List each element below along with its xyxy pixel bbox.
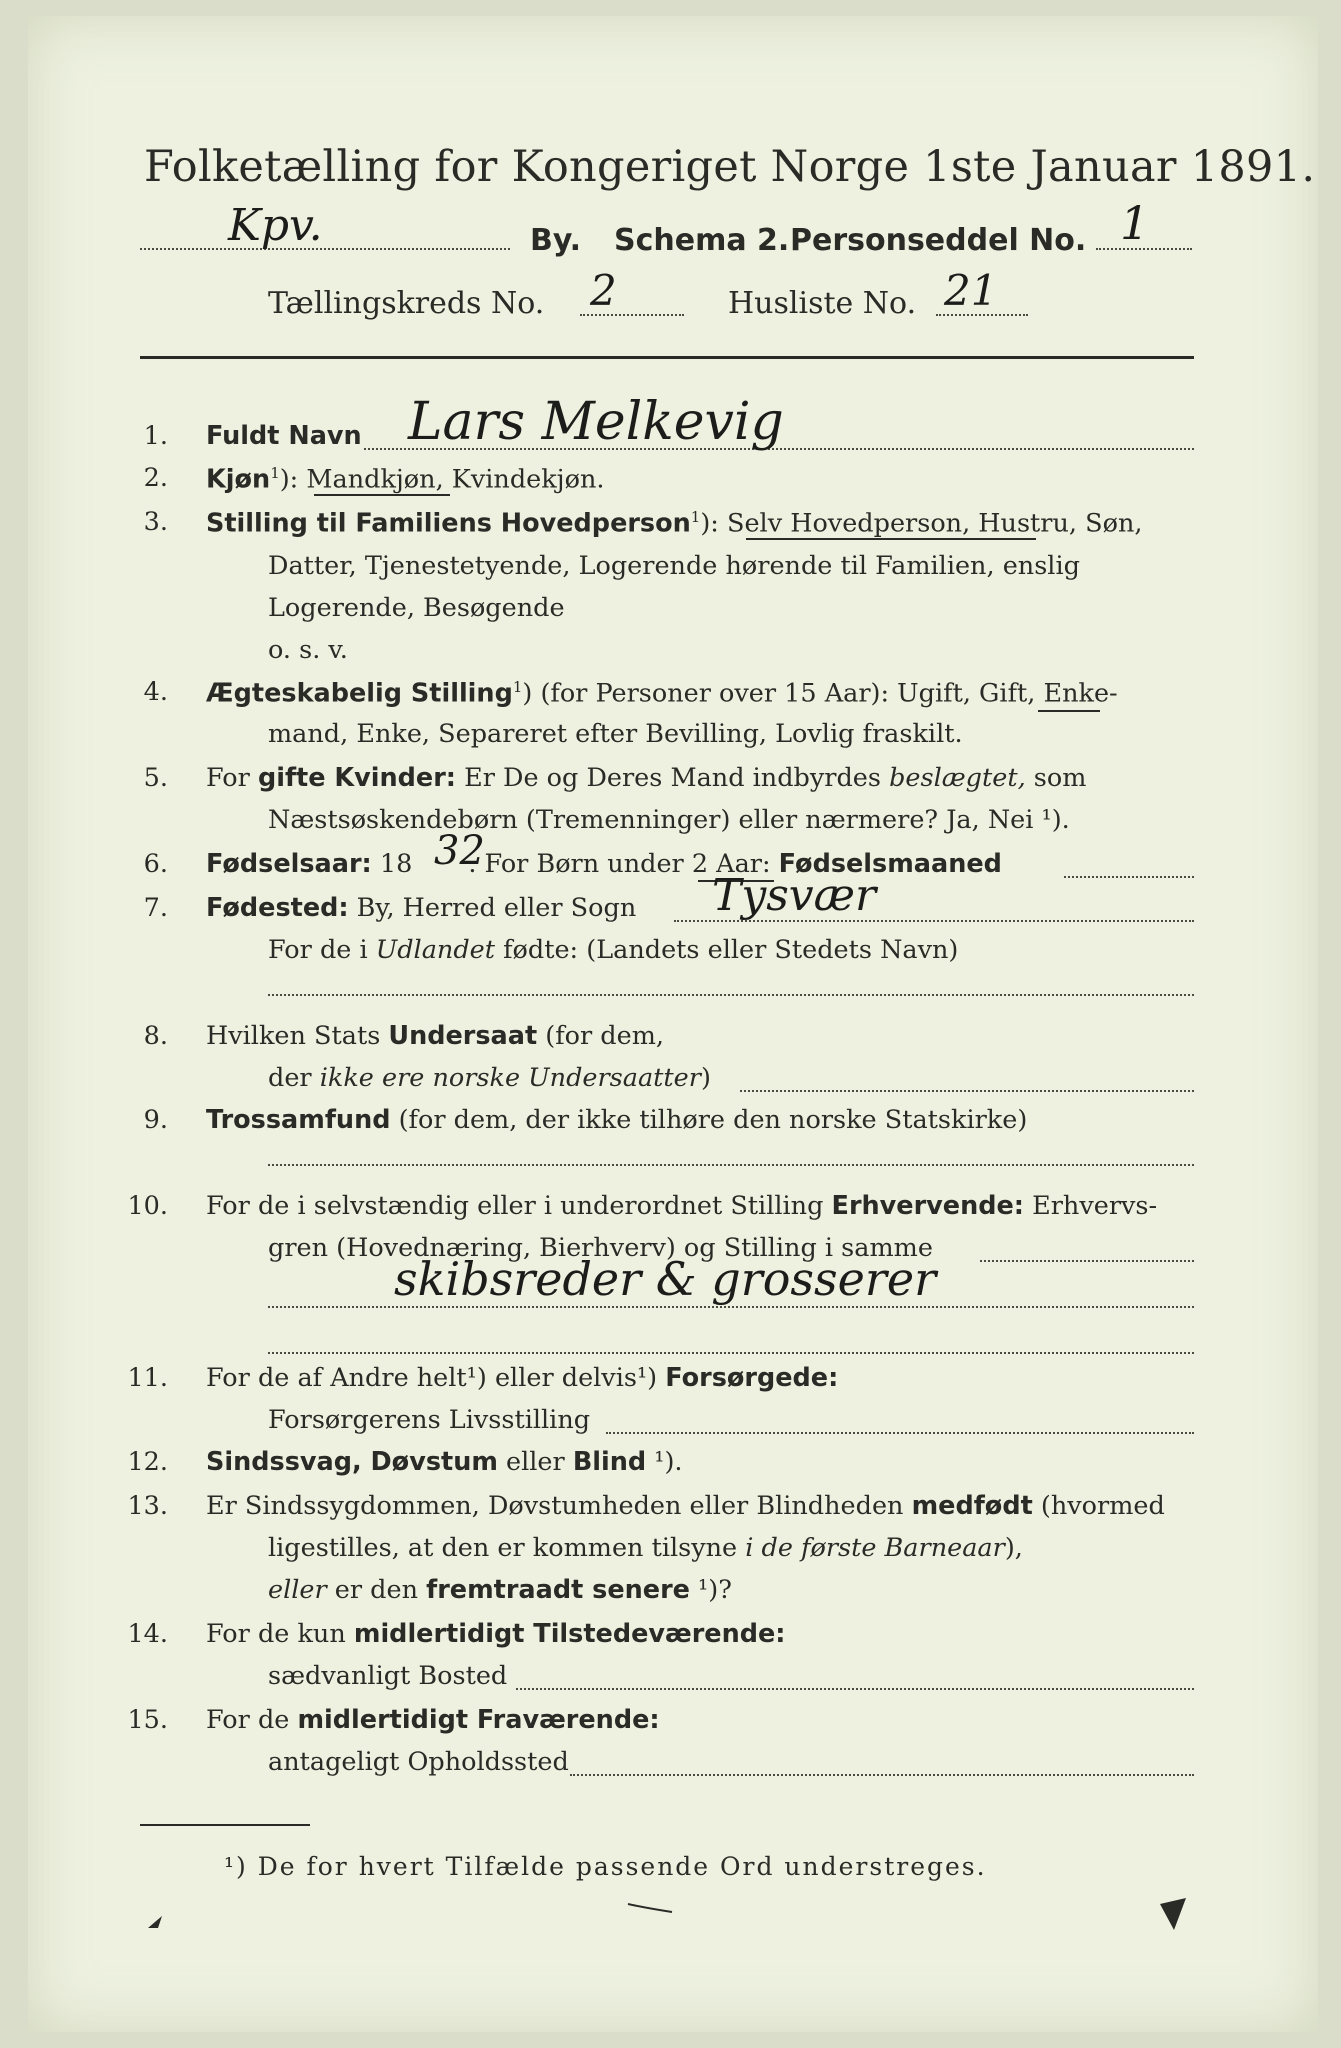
form-title: Folketælling for Kongeriget Norge 1ste Januar 1891.	[144, 142, 1316, 192]
item-11-line2: Forsørgerens Livsstilling	[268, 1405, 591, 1435]
item-10-text: For de i selvstændig eller i underordnet Stilling Erhvervende: Erhvervs-	[206, 1191, 1158, 1221]
place-answer: Kpv.	[228, 200, 323, 251]
personseddel-label: Personseddel No.	[790, 223, 1087, 258]
kreds-dotted-line	[580, 314, 684, 316]
kreds-no: 2	[590, 266, 617, 315]
occupation-answer: skibsreder & grosserer	[394, 1252, 937, 1306]
item-14-text: For de kun midlertidigt Tilstedeværende:	[206, 1619, 786, 1649]
selv-hovedperson-underline	[746, 538, 1036, 540]
item-10-line2: gren (Hovednæring, Bierhverv) og Stilling i samme	[268, 1233, 933, 1263]
footnote: ¹) De for hvert Tilfælde passende Ord understreges.	[224, 1852, 987, 1881]
husliste-no: 21	[944, 266, 998, 315]
census-form: Folketælling for Kongeriget Norge 1ste Januar 1891. Kpv. By. Schema 2. Personseddel No. 1 Tællingskreds No. 2 Husliste No. 21 1. Fuldt Navn Lars Melkevig 2. Kjøn$^1$): Mandkjøn, Kvindekjøn. 3. Stilling til Familiens Hovedperson$^1$): Selv Hovedperson, Hustru, Søn, Datter, Tjenestetyende, Logerende hørende til Familien, enslig Logerende, Besøgende o. s. v. 4. Ægteskabelig Stilling$^1$) (for Personer over 15 Aar): Ugift, Gift, Enke- mand, Enke, Separeret efter Bevilling, Lovlig fraskilt. 5. For gifte Kvinder: Er De og Deres Mand indbyrdes beslægtet, som Næstsøskendebørn (Tremenninger) eller nærmere? Ja, Nei ¹). 6. Fødselsaar: 18 . For Børn under 2 Aar: Fødselsmaaned 32 7. Fødested: By, Herred eller Sogn Tysvær For de i Udlandet fødte: (Landets eller Stedets Navn) 8. Hvilken Stats Undersaat (for dem, der ikke ere norske Undersaatter) 9. Trossamfund (for dem, der ikke tilhøre den norske Statskirke) 10. For de i selvstændig eller i underordnet Stilling Erhvervende: Erhvervs- gren (Hovednæring, Bierhverv) og Stilling i samme skibsreder & grosserer 11. For de af Andre helt¹) eller delvis¹) Forsørgede: Forsørgerens Livsstilling 12. Sindssvag, Døvstum eller Blind ¹). 13. Er Sindssygdommen, Døvstumheden eller Blindheden medfødt (hvormed ligestilles, at den er kommen tilsyne i de første Barneaar), eller er den fremtraadt senere ¹)? 14. For de kun midlertidigt Tilstedeværende: sædvanligt Bosted 15. For de midlertidigt Fraværende: antageligt Opholdssted ¹) De for hvert Tilfælde passende Ord understreges.	[28, 16, 1318, 2032]
item-14-line2: sædvanligt Bosted	[268, 1661, 508, 1691]
birthplace-answer: Tysvær	[712, 870, 877, 921]
item-7-blank-line	[268, 994, 1194, 996]
item-8-text: Hvilken Stats Undersaat (for dem,	[206, 1021, 665, 1051]
footnote-rule	[140, 1824, 310, 1826]
item-5-text: For gifte Kvinder: Er De og Deres Mand indbyrdes beslægtet, som	[206, 763, 1087, 793]
corner-mark-right	[1158, 1896, 1188, 1932]
item-11-dotted-line	[606, 1432, 1194, 1434]
header-rule	[140, 356, 1194, 359]
mandkjon-underline	[314, 494, 450, 496]
item-8-dotted-line	[740, 1090, 1194, 1092]
schema-label: Schema 2.	[614, 223, 790, 258]
item-15-text: For de midlertidigt Fraværende:	[206, 1705, 660, 1735]
center-mark	[626, 1898, 676, 1918]
item-11-text: For de af Andre helt¹) eller delvis¹) Forsørgede:	[206, 1363, 839, 1393]
corner-mark-left	[146, 1912, 166, 1932]
item-3-line4: o. s. v.	[268, 635, 348, 665]
item-7-line2: For de i Udlandet fødte: (Landets eller Stedets Navn)	[268, 935, 959, 965]
item-10-answer-line	[268, 1306, 1194, 1308]
item-6-text: Fødselsaar: 18 . For Børn under 2 Aar: Fødselsmaaned	[206, 849, 1002, 879]
gift-underline	[1038, 710, 1100, 712]
item-9-text: Trossamfund (for dem, der ikke tilhøre den norske Statskirke)	[206, 1105, 1028, 1135]
husliste-dotted-line	[936, 314, 1028, 316]
item-15-dotted-line	[570, 1774, 1194, 1776]
item-7-text: Fødested: By, Herred eller Sogn	[206, 893, 637, 923]
item-12-text: Sindssvag, Døvstum eller Blind ¹).	[206, 1447, 683, 1477]
item-10-dotted-line	[980, 1260, 1194, 1262]
personseddel-no: 1	[1120, 196, 1150, 250]
item-1-label: Fuldt Navn	[206, 421, 362, 451]
item-13-line2: ligestilles, at den er kommen tilsyne i de første Barneaar),	[268, 1533, 1023, 1563]
item-8-line2: der ikke ere norske Undersaatter)	[268, 1063, 711, 1093]
item-3-text: Stilling til Familiens Hovedperson$^1$): Selv Hovedperson, Hustru, Søn,	[206, 508, 1143, 539]
item-15-line2: antageligt Opholdssted	[268, 1747, 569, 1777]
item-13-text: Er Sindssygdommen, Døvstumheden eller Blindheden medfødt (hvormed	[206, 1491, 1165, 1521]
item-6-dotted-line	[1064, 876, 1194, 878]
by-label: By.	[530, 223, 582, 258]
item-13-line3: eller er den fremtraadt senere ¹)?	[268, 1575, 732, 1605]
item-3-line2: Datter, Tjenestetyende, Logerende hørende til Familien, enslig	[268, 551, 1080, 581]
item-4-text: Ægteskabelig Stilling$^1$) (for Personer over 15 Aar): Ugift, Gift, Enke-	[206, 678, 1118, 709]
item-14-dotted-line	[516, 1688, 1194, 1690]
name-answer: Lars Melkevig	[408, 392, 784, 452]
item-9-blank-line	[268, 1164, 1194, 1166]
item-2-text: Kjøn$^1$): Mandkjøn, Kvindekjøn.	[206, 464, 605, 495]
kreds-label: Tællingskreds No.	[268, 286, 545, 321]
item-3-line3: Logerende, Besøgende	[268, 593, 565, 623]
item-10-blank-line	[268, 1352, 1194, 1354]
husliste-label: Husliste No.	[728, 286, 917, 321]
item-5-line2: Næstsøskendebørn (Tremenninger) eller nærmere? Ja, Nei ¹).	[268, 805, 1070, 835]
birthyear-answer: 32	[434, 828, 485, 874]
item-4-line2: mand, Enke, Separeret efter Bevilling, Lovlig fraskilt.	[268, 719, 963, 749]
place-dotted-line	[140, 248, 510, 250]
